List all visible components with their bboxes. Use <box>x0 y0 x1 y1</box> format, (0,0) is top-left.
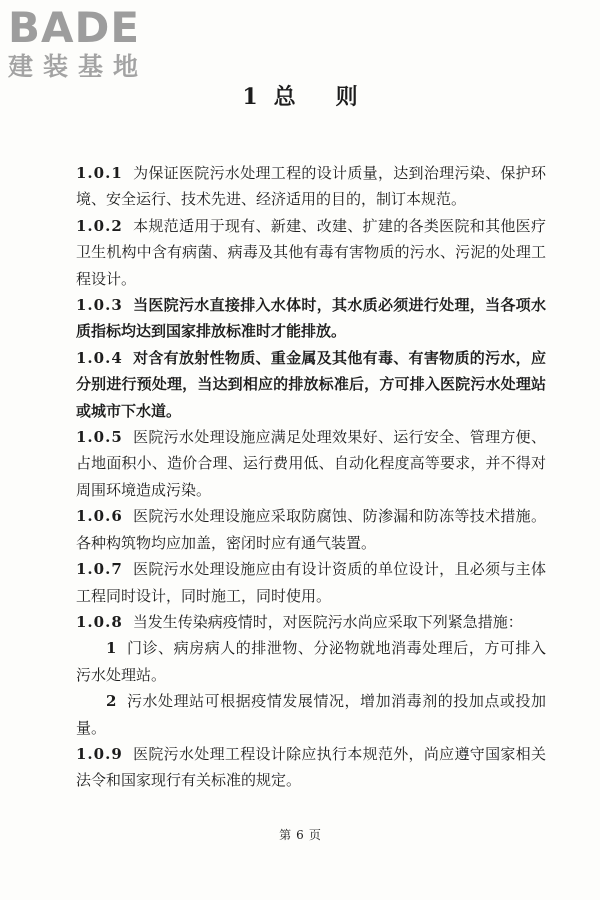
clause-1-0-8-item-1 <box>76 635 546 688</box>
clause-number: 1.0.1 <box>76 164 123 182</box>
item-number: 2 <box>106 692 117 711</box>
clause-text: 为保证医院污水处理工程的设计质量，达到治理污染、保护环境、安全运行、技术先进、经济适用的目的，制订本规范。 <box>76 164 546 209</box>
clause-1-0-4 <box>76 345 546 424</box>
item-text: 门诊、病房病人的排泄物、分泌物就地消毒处理后，方可排入污水处理站。 <box>76 639 546 684</box>
page-number: 6 <box>296 828 304 842</box>
logo-wordmark: BADE <box>8 3 141 52</box>
clause-number: 1.0.4 <box>76 348 123 367</box>
clause-1-0-3 <box>76 292 546 345</box>
clause-text: 对含有放射性物质、重金属及其他有毒、有害物质的污水，应分别进行预处理，当达到相应的排放标准后，方可排入医院污水处理站或城市下水道。 <box>76 348 546 420</box>
clause-text: 本规范适用于现有、新建、改建、扩建的各类医院和其他医疗卫生机构中含有病菌、病毒及其他有毒有害物质的污水、污泥的处理工程设计。 <box>76 216 546 288</box>
clause-1-0-8-item-2 <box>76 688 546 741</box>
page-body <box>76 160 546 794</box>
clause-number: 1.0.5 <box>76 428 123 447</box>
clause-text: 医院污水处理设施应采取防腐蚀、防渗漏和防冻等技术措施。各种构筑物均应加盖，密闭时应有通气装置。 <box>76 507 546 552</box>
page-prefix: 第 <box>279 828 292 842</box>
logo-subtitle: 建装基地 <box>8 52 149 81</box>
chapter-number: 1 <box>242 84 258 110</box>
clause-1-0-6 <box>76 503 546 556</box>
clause-text: 医院污水处理设施应满足处理效果好、运行安全、管理方便、占地面积小、造价合理、运行费用低、自动化程度高等要求，并不得对周围环境造成污染。 <box>76 428 546 499</box>
clause-number: 1.0.8 <box>76 612 123 631</box>
clause-number: 1.0.6 <box>76 507 123 526</box>
clause-1-0-2 <box>76 213 546 292</box>
page-suffix: 页 <box>308 828 321 842</box>
clause-number: 1.0.7 <box>76 560 123 579</box>
clause-1-0-8 <box>76 609 546 635</box>
clause-number: 1.0.3 <box>76 296 123 315</box>
clause-text: 当发生传染病疫情时，对医院污水尚应采取下列紧急措施： <box>132 612 523 631</box>
clause-number: 1.0.2 <box>76 216 123 235</box>
clause-1-0-7 <box>76 556 546 609</box>
clause-text: 医院污水处理工程设计除应执行本规范外，尚应遵守国家相关法令和国家现行有关标准的规定。 <box>76 744 546 790</box>
clause-text: 医院污水处理设施应由有设计资质的单位设计，且必须与主体工程同时设计，同时施工，同时使用。 <box>76 560 546 605</box>
item-text: 污水处理站可根据疫情发展情况，增加消毒剂的投加点或投加量。 <box>76 692 546 737</box>
clause-1-0-9 <box>76 741 546 794</box>
item-number: 1 <box>106 639 117 658</box>
clause-text: 当医院污水直接排入水体时，其水质必须进行处理，当各项水质指标均达到国家排放标准时才能排放。 <box>76 296 546 341</box>
clause-number: 1.0.9 <box>76 744 123 763</box>
chapter-heading <box>0 80 600 111</box>
chapter-title-char-2: 则 <box>335 84 358 110</box>
clause-1-0-5 <box>76 424 546 503</box>
page-number-footer <box>0 826 600 843</box>
clause-1-0-1 <box>76 160 546 213</box>
logo <box>8 3 149 82</box>
chapter-title-char-1: 总 <box>273 84 296 110</box>
